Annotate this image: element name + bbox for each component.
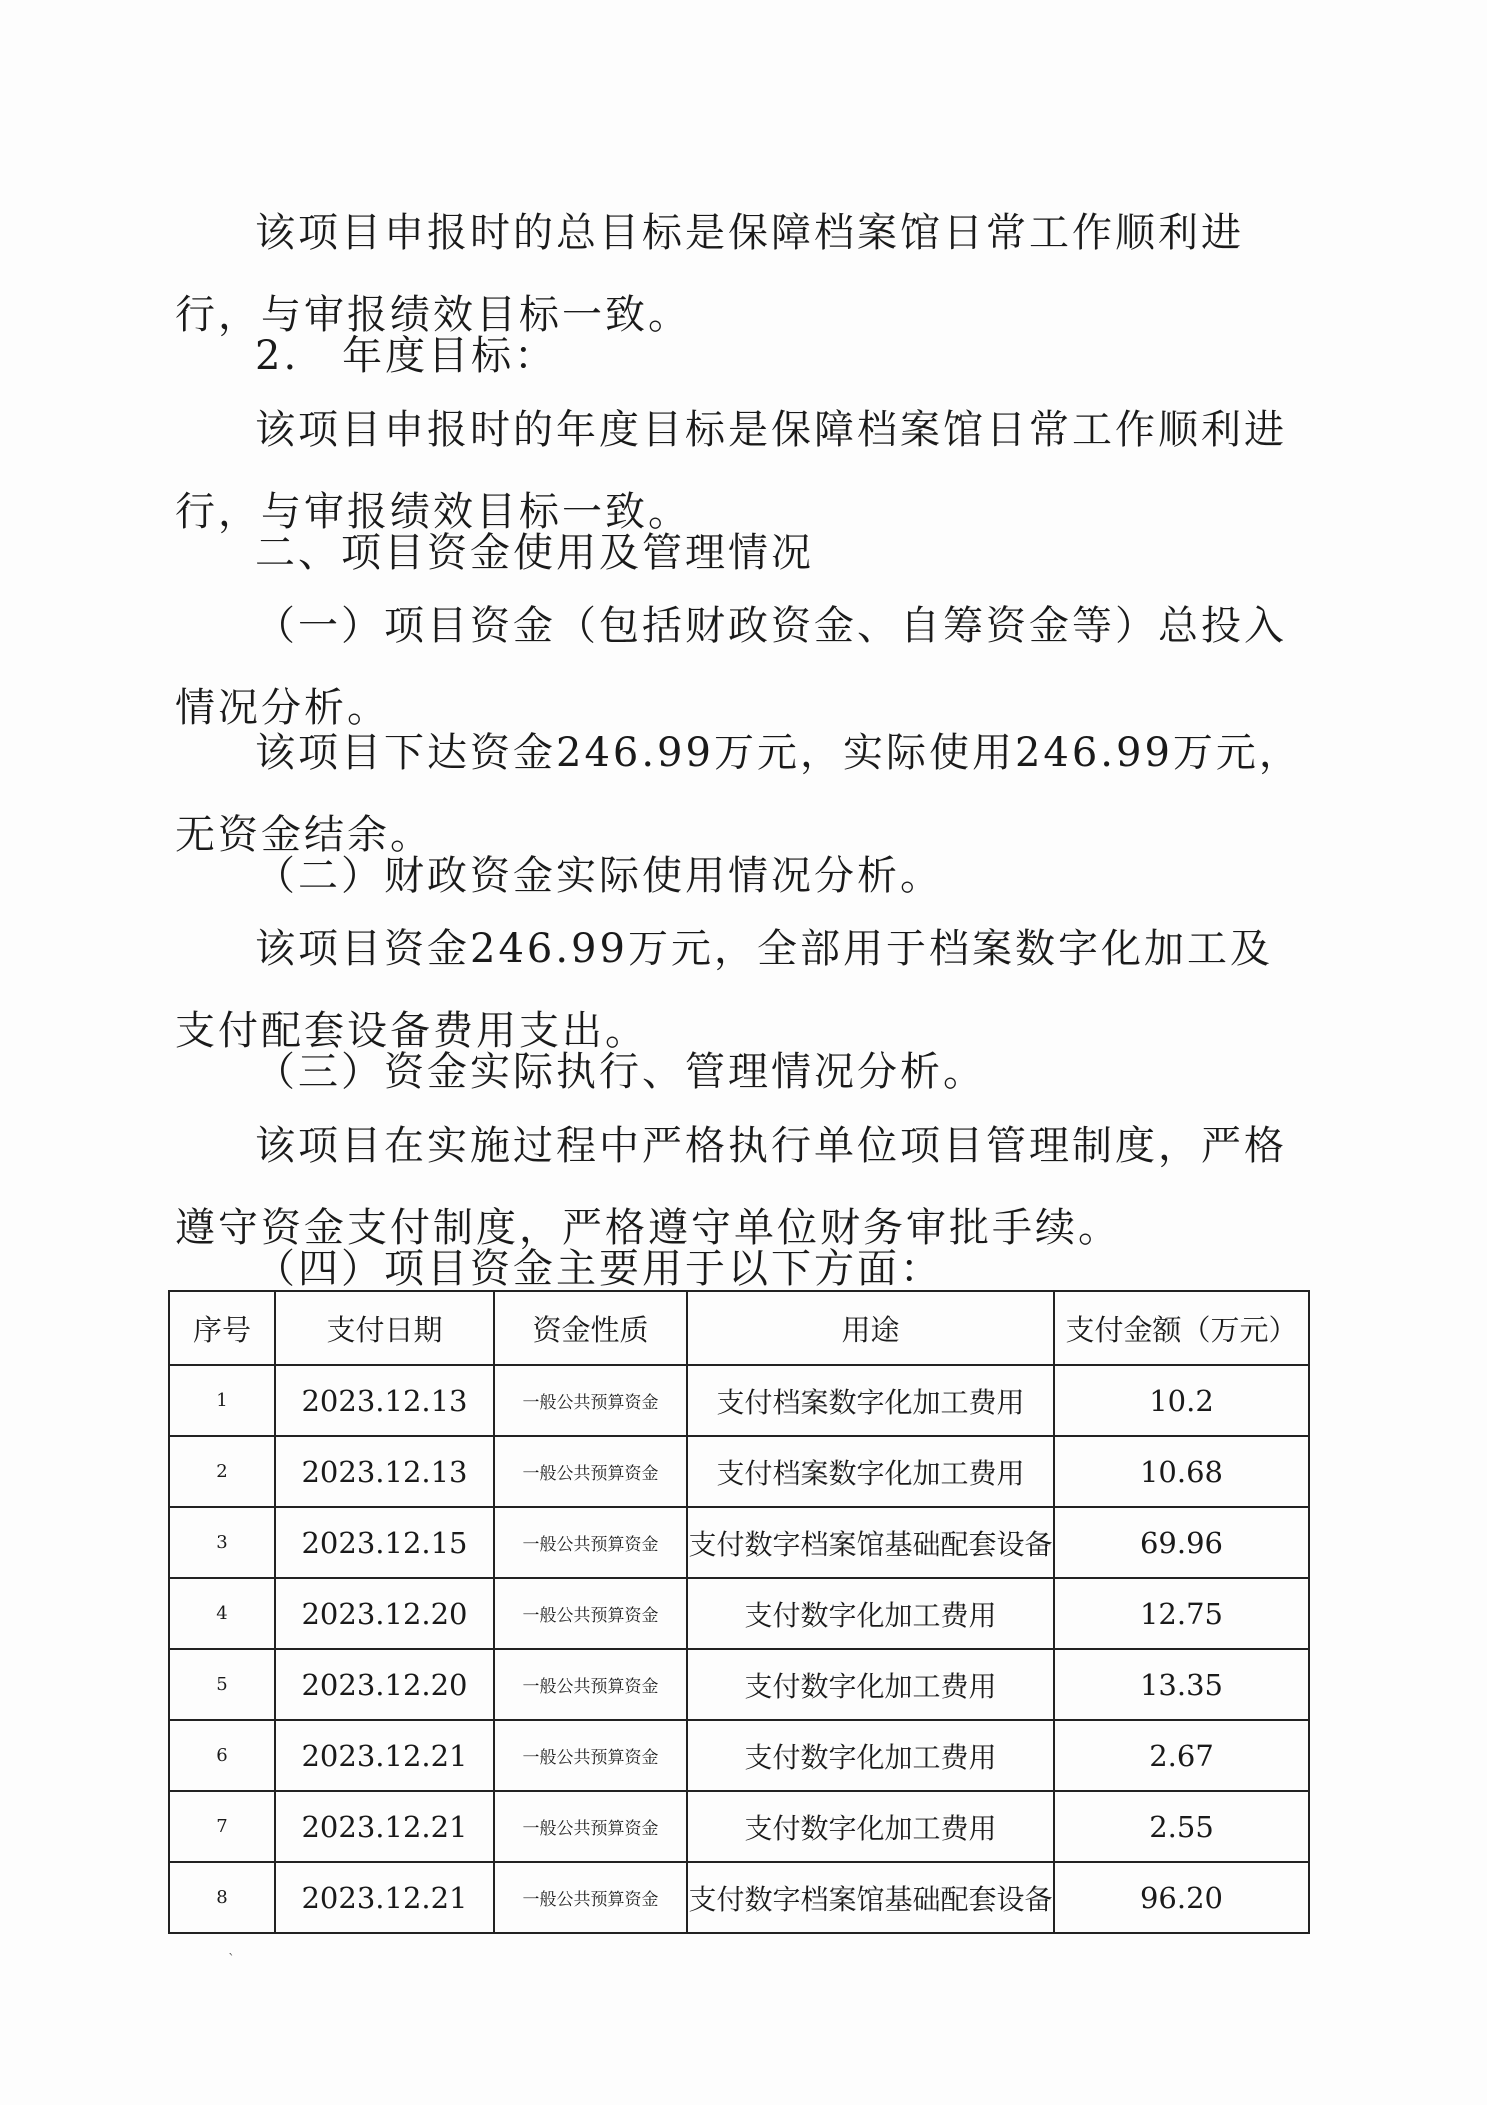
cell-amount: 96.20: [1054, 1862, 1309, 1933]
cell-usage: 支付数字档案馆基础配套设备: [687, 1507, 1054, 1578]
cell-nature: 一般公共预算资金: [494, 1791, 687, 1862]
cell-date: 2023.12.13: [275, 1436, 494, 1507]
table-row: [169, 1507, 1309, 1578]
table-row: [169, 1365, 1309, 1436]
paragraph-annual-goal: 该项目申报时的年度目标是保障档案馆日常工作顺利进行，与审报绩效目标一致。: [175, 407, 1287, 535]
heading-annual-goal: 2. 年度目标：: [255, 333, 558, 379]
heading-total-investment: （一）项目资金（包括财政资金、自筹资金等）总投入情况分析。: [175, 603, 1287, 731]
cell-amount: 2.67: [1054, 1720, 1309, 1791]
cell-seq: 7: [169, 1791, 275, 1862]
cell-nature: 一般公共预算资金: [494, 1578, 687, 1649]
cell-nature: 一般公共预算资金: [494, 1436, 687, 1507]
cell-date: 2023.12.21: [275, 1791, 494, 1862]
cell-usage: 支付数字档案馆基础配套设备: [687, 1862, 1054, 1933]
payment-table: [168, 1290, 1310, 1934]
cell-amount: 10.68: [1054, 1436, 1309, 1507]
paragraph-execution: 该项目在实施过程中严格执行单位项目管理制度，严格遵守资金支付制度，严格遵守单位财务审批手续。: [175, 1123, 1287, 1251]
scan-speck: `: [228, 1952, 235, 1968]
cell-nature: 一般公共预算资金: [494, 1720, 687, 1791]
cell-date: 2023.12.20: [275, 1578, 494, 1649]
header-usage: 用途: [687, 1291, 1054, 1365]
heading-main-uses: （四）项目资金主要用于以下方面：: [255, 1246, 943, 1292]
cell-amount: 10.2: [1054, 1365, 1309, 1436]
header-date: 支付日期: [275, 1291, 494, 1365]
cell-date: 2023.12.13: [275, 1365, 494, 1436]
cell-seq: 1: [169, 1365, 275, 1436]
cell-seq: 2: [169, 1436, 275, 1507]
table-row: [169, 1791, 1309, 1862]
cell-nature: 一般公共预算资金: [494, 1365, 687, 1436]
paragraph-overall-goal: 该项目申报时的总目标是保障档案馆日常工作顺利进行，与审报绩效目标一致。: [175, 210, 1244, 338]
header-amount: 支付金额（万元）: [1054, 1291, 1309, 1365]
cell-usage: 支付档案数字化加工费用: [687, 1365, 1054, 1436]
header-nature: 资金性质: [494, 1291, 687, 1365]
cell-usage: 支付数字化加工费用: [687, 1720, 1054, 1791]
table-row: [169, 1436, 1309, 1507]
cell-date: 2023.12.20: [275, 1649, 494, 1720]
cell-nature: 一般公共预算资金: [494, 1649, 687, 1720]
cell-amount: 12.75: [1054, 1578, 1309, 1649]
table-header-row: [169, 1291, 1309, 1365]
cell-seq: 3: [169, 1507, 275, 1578]
cell-date: 2023.12.15: [275, 1507, 494, 1578]
cell-usage: 支付数字化加工费用: [687, 1649, 1054, 1720]
cell-seq: 8: [169, 1862, 275, 1933]
cell-nature: 一般公共预算资金: [494, 1862, 687, 1933]
cell-amount: 2.55: [1054, 1791, 1309, 1862]
heading-execution: （三）资金实际执行、管理情况分析。: [255, 1049, 986, 1095]
cell-usage: 支付数字化加工费用: [687, 1791, 1054, 1862]
cell-date: 2023.12.21: [275, 1720, 494, 1791]
cell-seq: 4: [169, 1578, 275, 1649]
cell-usage: 支付档案数字化加工费用: [687, 1436, 1054, 1507]
table-row: [169, 1649, 1309, 1720]
table-row: [169, 1862, 1309, 1933]
paragraph-total-investment: 该项目下达资金246.99万元，实际使用246.99万元，无资金结余。: [175, 730, 1302, 858]
cell-amount: 69.96: [1054, 1507, 1309, 1578]
cell-seq: 6: [169, 1720, 275, 1791]
heading-fiscal-usage: （二）财政资金实际使用情况分析。: [255, 853, 943, 899]
heading-fund-usage: 二、项目资金使用及管理情况: [255, 530, 814, 576]
table-row: [169, 1720, 1309, 1791]
cell-amount: 13.35: [1054, 1649, 1309, 1720]
paragraph-fiscal-usage: 该项目资金246.99万元，全部用于档案数字化加工及支付配套设备费用支出。: [175, 926, 1273, 1054]
cell-date: 2023.12.21: [275, 1862, 494, 1933]
payment-table-container: [168, 1290, 1308, 1934]
table-row: [169, 1578, 1309, 1649]
cell-seq: 5: [169, 1649, 275, 1720]
cell-nature: 一般公共预算资金: [494, 1507, 687, 1578]
cell-usage: 支付数字化加工费用: [687, 1578, 1054, 1649]
header-seq: 序号: [169, 1291, 275, 1365]
